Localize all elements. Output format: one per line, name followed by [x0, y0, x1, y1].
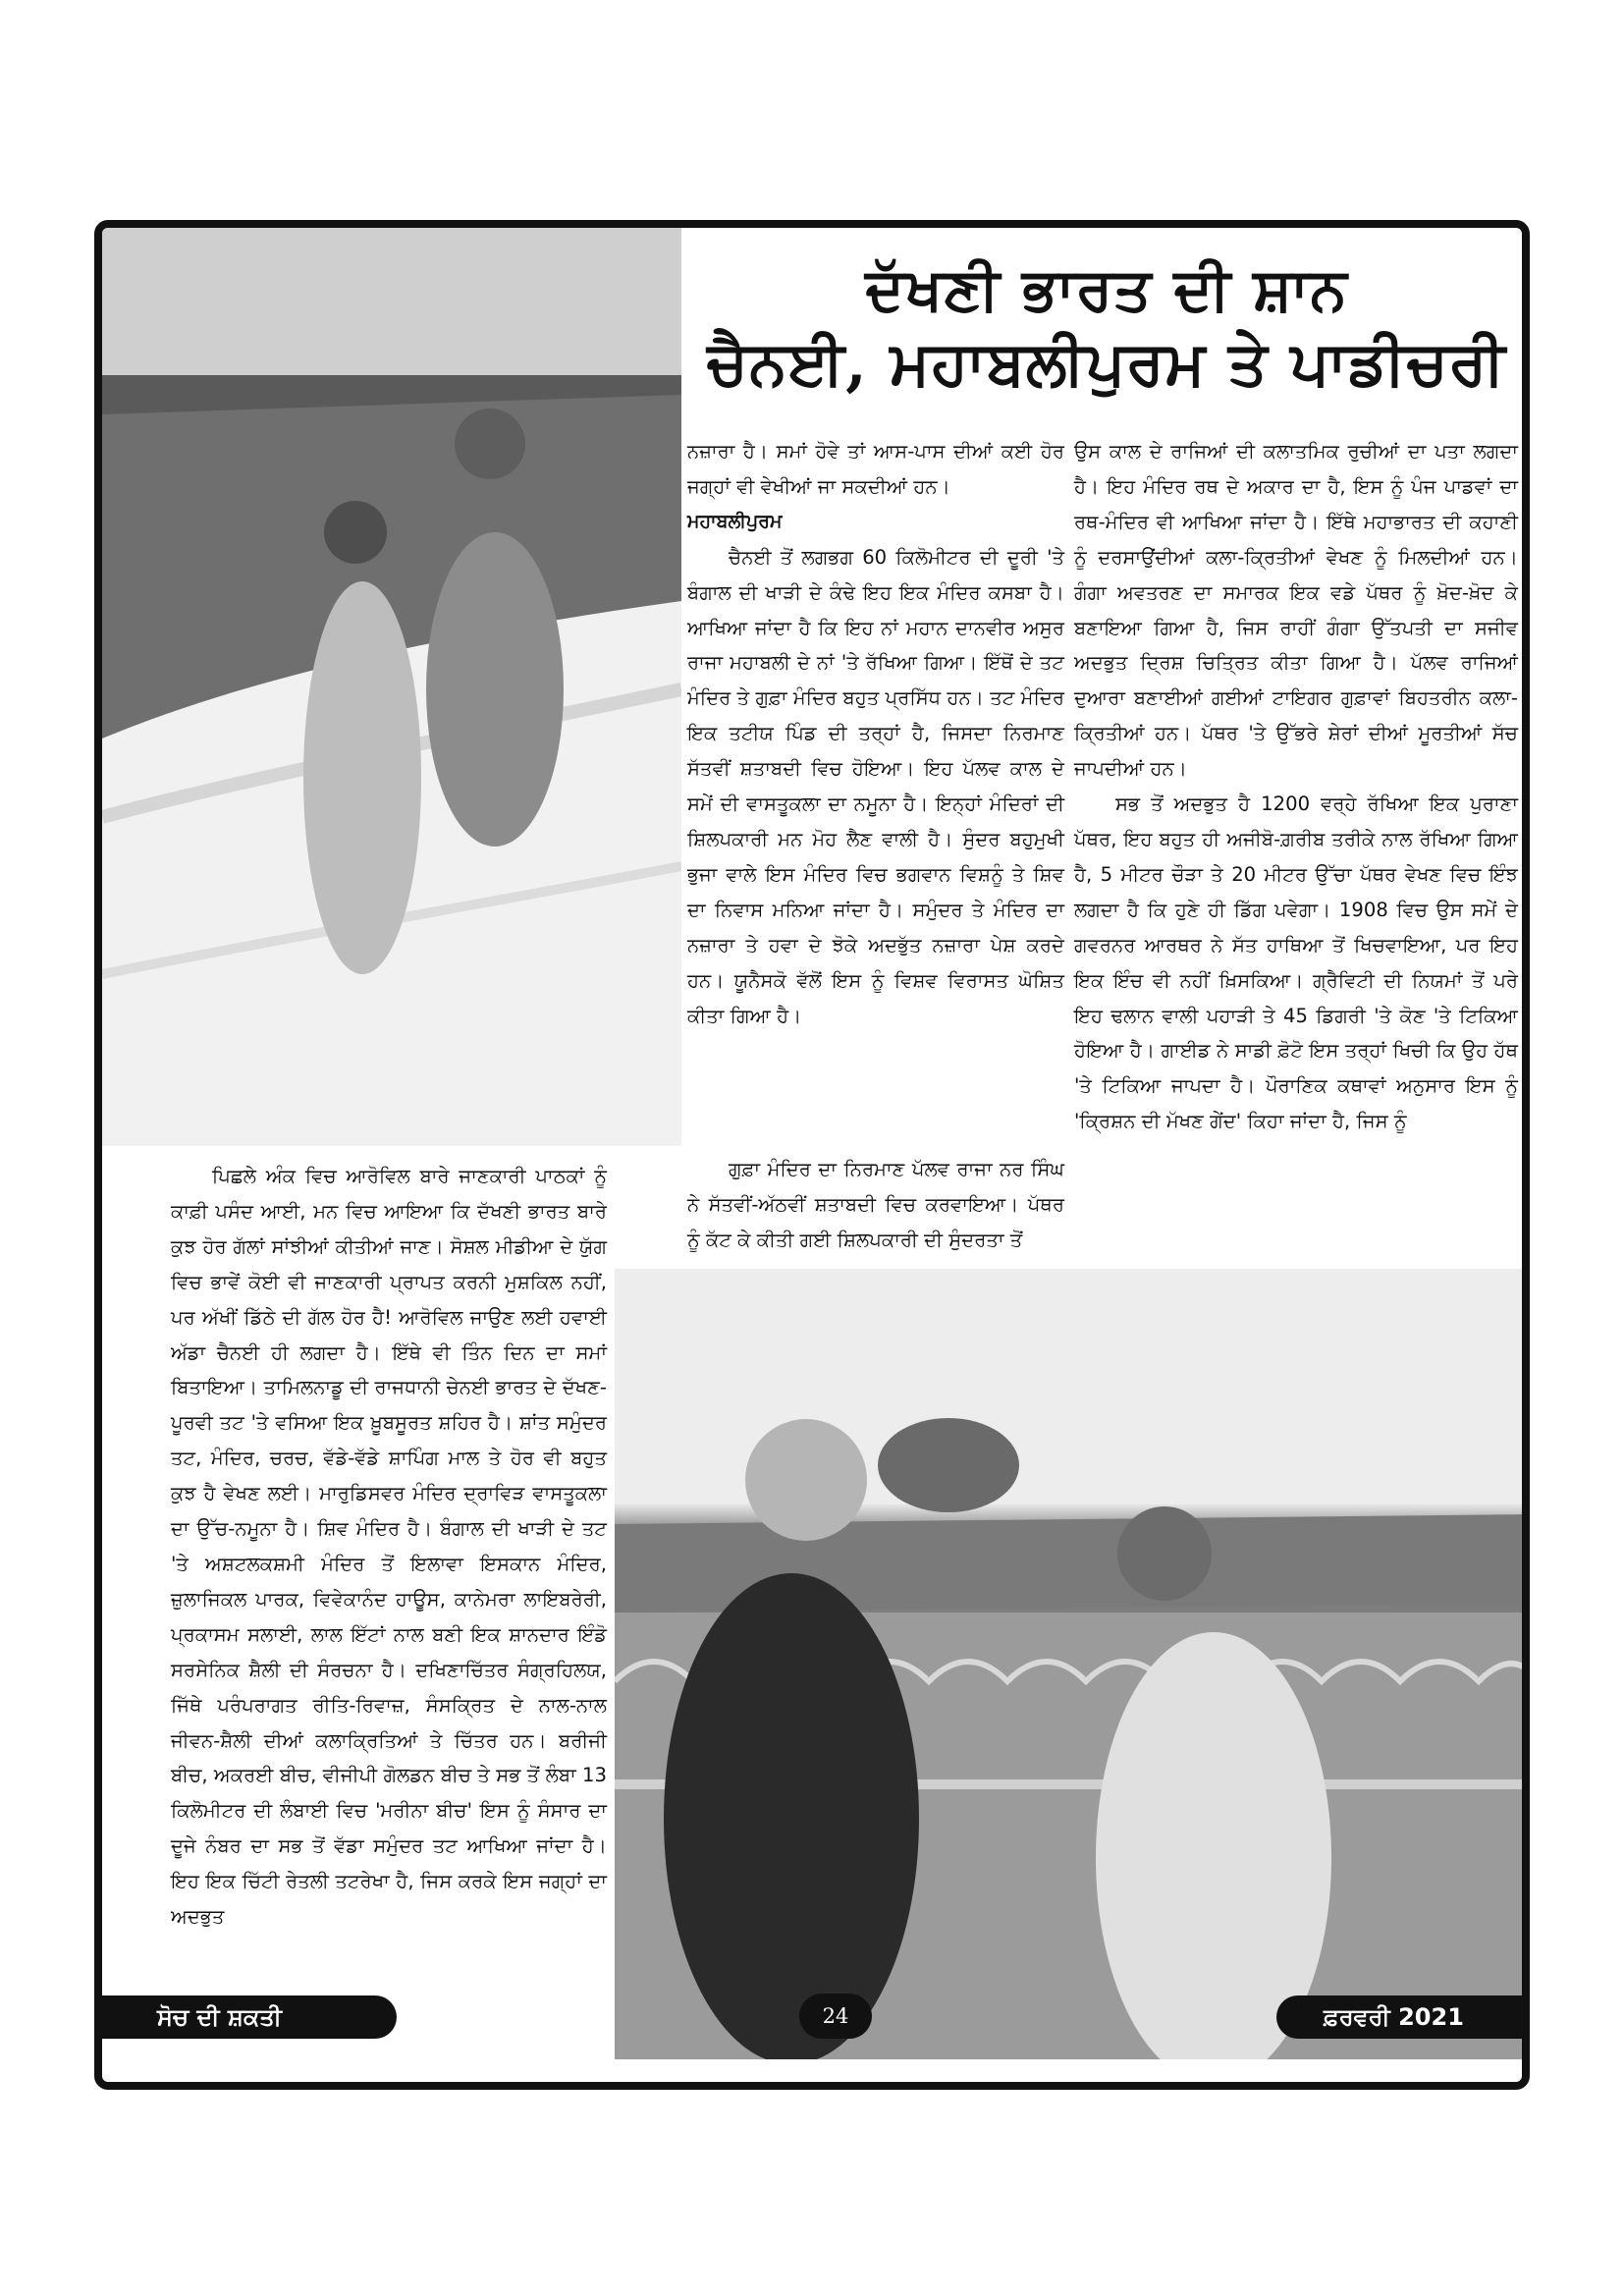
beach-photo [102, 228, 681, 1146]
title-line-2: ਚੈਨਈ, ਮਹਾਬਲੀਪੁਰਮ ਤੇ ਪਾਡੀਚਰੀ [707, 327, 1506, 399]
title-line-1: ਦੱਖਣੀ ਭਾਰਤ ਦੀ ਸ਼ਾਨ [865, 255, 1348, 324]
column-a [687, 434, 1064, 1033]
column-a-tail [687, 1152, 1064, 1258]
paragraph: ਪਿਛਲੇ ਅੰਕ ਵਿਚ ਆਰੋਵਿਲ ਬਾਰੇ ਜਾਣਕਾਰੀ ਪਾਠਕਾਂ ਨੂੰ ਕਾਫ਼ੀ ਪਸੰਦ ਆਈ, ਮਨ ਵਿਚ ਆਇਆ ਕਿ ਦੱਖਣੀ ਭਾਰਤ ਬਾਰੇ ਕੁਝ ਹੋਰ ਗੱਲਾਂ ਸਾਂਝੀਆਂ ਕੀਤੀਆਂ ਜਾਣ। ਸੋਸ਼ਲ ਮੀਡੀਆ ਦੇ ਯੁੱਗ ਵਿਚ ਭਾਵੇਂ ਕੋਈ ਵੀ ਜਾਣਕਾਰੀ ਪ੍ਰਾਪਤ ਕਰਨੀ ਮੁਸ਼ਕਿਲ ਨਹੀਂ, ਪਰ ਅੱਖੀਂ ਡਿੱਠੇ ਦੀ ਗੱਲ ਹੋਰ ਹੈ! ਆਰੋਵਿਲ ਜਾਉਣ ਲਈ ਹਵਾਈ ਅੱਡਾ ਚੈਨਈ ਹੀ ਲਗਦਾ ਹੈ। ਇੱਥੇ ਵੀ ਤਿੰਨ ਦਿਨ ਦਾ ਸਮਾਂ ਬਿਤਾਇਆ। ਤਾਮਿਲਨਾਡੂ ਦੀ ਰਾਜਧਾਨੀ ਚੇਨਈ ਭਾਰਤ ਦੇ ਦੱਖਣ-ਪੂਰਵੀ ਤਟ 'ਤੇ ਵਸਿਆ ਇਕ ਖ਼ੂਬਸੂਰਤ ਸ਼ਹਿਰ ਹੈ। ਸ਼ਾਂਤ ਸਮੁੰਦਰ ਤਟ, ਮੰਦਿਰ, ਚਰਚ, ਵੱਡੇ-ਵੱਡੇ ਸ਼ਾਪਿੰਗ ਮਾਲ ਤੇ ਹੋਰ ਵੀ ਬਹੁਤ ਕੁਝ ਹੈ ਵੇਖਣ ਲਈ। ਮਾਰੁਡਿਸਵਰ ਮੰਦਿਰ ਦ੍ਰਾਵਿੜ ਵਾਸਤੂਕਲਾ ਦਾ ਉੱਚ-ਨਮੂਨਾ ਹੈ। ਸ਼ਿਵ ਮੰਦਿਰ ਹੈ। ਬੰਗਾਲ ਦੀ ਖਾੜੀ ਦੇ ਤਟ 'ਤੇ ਅਸ਼ਟਲਕਸ਼ਮੀ ਮੰਦਿਰ ਤੋਂ ਇਲਾਵਾ ਇਸਕਾਨ ਮੰਦਿਰ, ਜ਼ੁਲਾਜਿਕਲ ਪਾਰਕ, ਵਿਵੇਕਾਨੰਦ ਹਾਊਸ, ਕਾਨੇਮਰਾ ਲਾਇਬਰੇਰੀ, ਪ੍ਰਕਾਸਮ ਸਲਾਈ, ਲਾਲ ਇੱਟਾਂ ਨਾਲ ਬਣੀ ਇਕ ਸ਼ਾਨਦਾਰ ਇੰਡੋ ਸਰਸੇਨਿਕ ਸ਼ੈਲੀ ਦੀ ਸੰਰਚਨਾ ਹੈ। ਦਖਿਣਾਚਿੱਤਰ ਸੰਗ੍ਰਹਿਲਯ, ਜਿੱਥੇ ਪਰੰਪਰਾਗਤ ਰੀਤਿ-ਰਿਵਾਜ਼, ਸੰਸਕ੍ਰਿਤ ਦੇ ਨਾਲ-ਨਾਲ ਜੀਵਨ-ਸ਼ੈਲੀ ਦੀਆਂ ਕਲਾਕ੍ਰਿਤਿਆਂ ਤੇ ਚਿੱਤਰ ਹਨ। ਬਰੀਜੀ ਬੀਚ, ਅਕਰਈ ਬੀਚ, ਵੀਜੀਪੀ ਗੋਲਡਨ ਬੀਚ ਤੇ ਸਭ ਤੋਂ ਲੰਬਾ 13 ਕਿਲੋਮੀਟਰ ਦੀ ਲੰਬਾਈ ਵਿਚ 'ਮਰੀਨਾ ਬੀਚ' ਇਸ ਨੂੰ ਸੰਸਾਰ ਦਾ ਦੂਜੇ ਨੰਬਰ ਦਾ ਸਭ ਤੋਂ ਵੱਡਾ ਸਮੁੰਦਰ ਤਟ ਆਖਿਆ ਜਾਂਦਾ ਹੈ। ਇਹ ਇਕ ਚਿੱਟੀ ਰੇਤਲੀ ਤਟਰੇਖਾ ਹੈ, ਜਿਸ ਕਰਕੇ ਇਸ ਜਗ੍ਹਾਂ ਦਾ ਅਦਭੁਤ [171, 1165, 607, 1929]
column-b [1074, 434, 1518, 1139]
page-frame [94, 220, 1530, 2090]
subheading: ਮਹਾਬਲੀਪੁਰਮ [687, 510, 783, 532]
page-number: 24 [799, 1994, 872, 2039]
issue-date: ਫ਼ਰਵਰੀ 2021 [1276, 1995, 1530, 2039]
column-left [171, 1159, 607, 1935]
paragraph: ਉਸ ਕਾਲ ਦੇ ਰਾਜਿਆਂ ਦੀ ਕਲਾਤਮਿਕ ਰੁਚੀਆਂ ਦਾ ਪਤਾ ਲਗਦਾ ਹੈ। ਇਹ ਮੰਦਿਰ ਰਥ ਦੇ ਅਕਾਰ ਦਾ ਹੈ, ਇਸ ਨੂੰ ਪੰਜ ਪਾਡਵਾਂ ਦਾ ਰਥ-ਮੰਦਿਰ ਵੀ ਆਖਿਆ ਜਾਂਦਾ ਹੈ। ਇੱਥੇ ਮਹਾਭਾਰਤ ਦੀ ਕਹਾਣੀ ਨੂੰ ਦਰਸਾਉਂਦੀਆਂ ਕਲਾ-ਕ੍ਰਿਤੀਆਂ ਵੇਖਣ ਨੂੰ ਮਿਲਦੀਆਂ ਹਨ। ਗੰਗਾ ਅਵਤਰਣ ਦਾ ਸਮਾਰਕ ਇਕ ਵਡੇ ਪੱਥਰ ਨੂੰ ਖ਼ੋਦ-ਖ਼ੋਦ ਕੇ ਬਣਾਇਆ ਗਿਆ ਹੈ, ਜਿਸ ਰਾਹੀਂ ਗੰਗਾ ਉੱਤਪਤੀ ਦਾ ਸਜੀਵ ਅਦਭੁਤ ਦ੍ਰਿਸ਼ ਚਿਤ੍ਰਿਤ ਕੀਤਾ ਗਿਆ ਹੈ। ਪੱਲਵ ਰਾਜਿਆਂ ਦੁਆਰਾ ਬਣਾਈਆਂ ਗਈਆਂ ਟਾਇਗਰ ਗੁਫ਼ਾਵਾਂ ਬਿਹਤਰੀਨ ਕਲਾ-ਕ੍ਰਿਤੀਆਂ ਹਨ। ਪੱਥਰ 'ਤੇ ਉੱਭਰੇ ਸ਼ੇਰਾਂ ਦੀਆਂ ਮੂਰਤੀਆਂ ਸੱਚ ਜਾਪਦੀਆਂ ਹਨ। [1074, 440, 1518, 781]
paragraph: ਗੁਫ਼ਾ ਮੰਦਿਰ ਦਾ ਨਿਰਮਾਣ ਪੱਲਵ ਰਾਜਾ ਨਰ ਸਿੰਘ ਨੇ ਸੱਤਵੀਂ-ਅੱਠਵੀਂ ਸ਼ਤਾਬਦੀ ਵਿਚ ਕਰਵਾਇਆ। ਪੱਥਰ ਨੂੰ ਕੱਟ ਕੇ ਕੀਤੀ ਗਈ ਸ਼ਿਲਪਕਾਰੀ ਦੀ ਸੁੰਦਰਤਾ ਤੋਂ [687, 1158, 1064, 1251]
paragraph: ਸਭ ਤੋਂ ਅਦਭੁਤ ਹੈ 1200 ਵਰ੍ਹੇ ਰੱਖਿਆ ਇਕ ਪੁਰਾਣਾ ਪੱਥਰ, ਇਹ ਬਹੁਤ ਹੀ ਅਜੀਬੋ-ਗ਼ਰੀਬ ਤਰੀਕੇ ਨਾਲ ਰੱਖਿਆ ਗਿਆ ਹੈ, 5 ਮੀਟਰ ਚੌੜਾ ਤੇ 20 ਮੀਟਰ ਉੱਚਾ ਪੱਥਰ ਵੇਖਣ ਵਿਚ ਇੰਝ ਲਗਦਾ ਹੈ ਕਿ ਹੁਣੇ ਹੀ ਡਿੱਗ ਪਵੇਗਾ। 1908 ਵਿਚ ਉਸ ਸਮੇਂ ਦੇ ਗਵਰਨਰ ਆਰਥਰ ਨੇ ਸੱਤ ਹਾਥਿਆ ਤੋਂ ਖਿਚਵਾਇਆ, ਪਰ ਇਹ ਇਕ ਇੰਚ ਵੀ ਨਹੀਂ ਖ਼ਿਸਕਿਆ। ਗ੍ਰੈਵਿਟੀ ਦੀ ਨਿਯਮਾਂ ਤੋਂ ਪਰੇ ਇਹ ਢਲਾਨ ਵਾਲੀ ਪਹਾੜੀ ਤੇ 45 ਡਿਗਰੀ 'ਤੇ ਕੋਣ 'ਤੇ ਟਿਕਿਆ ਹੋਇਆ ਹੈ। ਗਾਈਡ ਨੇ ਸਾਡੀ ਫ਼ੋਟੋ ਇਸ ਤਰ੍ਹਾਂ ਖਿਚੀ ਕਿ ਉਹ ਹੱਥ 'ਤੇ ਟਿਕਿਆ ਜਾਪਦਾ ਹੈ। ਪੌਰਾਣਿਕ ਕਥਾਵਾਂ ਅਨੁਸਾਰ ਇਸ ਨੂੰ 'ਕ੍ਰਿਸ਼ਨ ਦੀ ਮੱਖਣ ਗੇਂਦ' ਕਿਹਾ ਜਾਂਦਾ ਹੈ, ਜਿਸ ਨੂੰ [1074, 793, 1518, 1133]
balancing-rock-photo [615, 1269, 1530, 2059]
paragraph: ਚੈਨਈ ਤੋਂ ਲਗਭਗ 60 ਕਿਲੋਮੀਟਰ ਦੀ ਦੂਰੀ 'ਤੇ ਬੰਗਾਲ ਦੀ ਖਾੜੀ ਦੇ ਕੰਢੇ ਇਹ ਇਕ ਮੰਦਿਰ ਕਸਬਾ ਹੈ। ਆਖਿਆ ਜਾਂਦਾ ਹੈ ਕਿ ਇਹ ਨਾਂ ਮਹਾਨ ਦਾਨਵੀਰ ਅਸੁਰ ਰਾਜਾ ਮਹਾਬਲੀ ਦੇ ਨਾਂ 'ਤੇ ਰੱਖਿਆ ਗਿਆ। ਇੱਥੋਂ ਦੇ ਤਟ ਮੰਦਿਰ ਤੇ ਗੁਫ਼ਾ ਮੰਦਿਰ ਬਹੁਤ ਪ੍ਰਸਿੱਧ ਹਨ। ਤਟ ਮੰਦਿਰ ਇਕ ਤਟੀਯ ਪਿੰਡ ਦੀ ਤਰ੍ਹਾਂ ਹੈ, ਜਿਸਦਾ ਨਿਰਮਾਣ ਸੱਤਵੀਂ ਸ਼ਤਾਬਦੀ ਵਿਚ ਹੋਇਆ। ਇਹ ਪੱਲਵ ਕਾਲ ਦੇ ਸਮੇਂ ਦੀ ਵਾਸਤੂਕਲਾ ਦਾ ਨਮੂਨਾ ਹੈ। ਇਨ੍ਹਾਂ ਮੰਦਿਰਾਂ ਦੀ ਸ਼ਿਲਪਕਾਰੀ ਮਨ ਮੋਹ ਲੈਣ ਵਾਲੀ ਹੈ। ਸੁੰਦਰ ਬਹੁਮੁਖੀ ਭੁਜਾ ਵਾਲੇ ਇਸ ਮੰਦਿਰ ਵਿਚ ਭਗਵਾਨ ਵਿਸ਼ਨੂੰ ਤੇ ਸ਼ਿਵ ਦਾ ਨਿਵਾਸ ਮਨਿਆ ਜਾਂਦਾ ਹੈ। ਸਮੁੰਦਰ ਤੇ ਮੰਦਿਰ ਦਾ ਨਜ਼ਾਰਾ ਤੇ ਹਵਾ ਦੇ ਝੋਕੇ ਅਦਭੁੱਤ ਨਜ਼ਾਰਾ ਪੇਸ਼ ਕਰਦੇ ਹਨ। ਯੂਨੈਸਕੋ ਵੱਲੋਂ ਇਸ ਨੂੰ ਵਿਸ਼ਵ ਵਿਰਾਸਤ ਘੋਸ਼ਿਤ ਕੀਤਾ ਗਿਆ ਹੈ। [687, 545, 1064, 1027]
article-title [689, 257, 1524, 397]
magazine-name: ਸੋਚ ਦੀ ਸ਼ਕਤੀ [102, 1995, 397, 2039]
paragraph: ਨਜ਼ਾਰਾ ਹੈ। ਸਮਾਂ ਹੋਵੇ ਤਾਂ ਆਸ-ਪਾਸ ਦੀਆਂ ਕਈ ਹੋਰ ਜਗ੍ਹਾਂ ਵੀ ਵੇਖੀਆਂ ਜਾ ਸਕਦੀਆਂ ਹਨ। [687, 440, 1064, 498]
